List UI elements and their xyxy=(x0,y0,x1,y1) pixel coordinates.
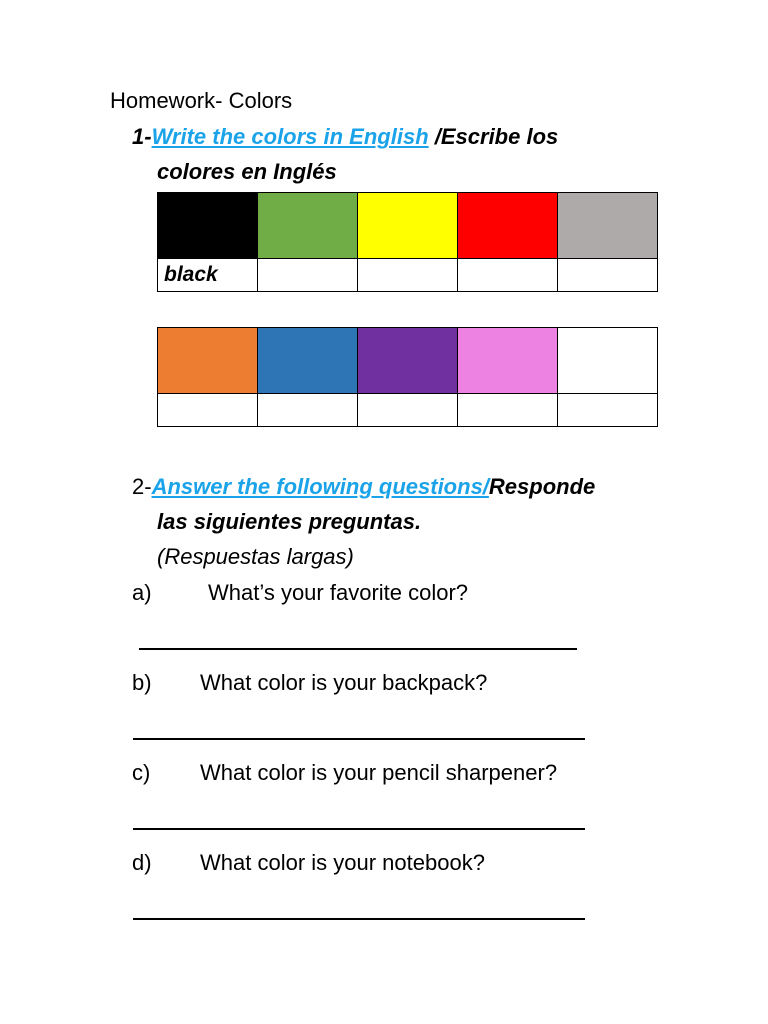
section2-heading-line2: las siguientes preguntas. xyxy=(157,509,422,534)
answer-cell[interactable] xyxy=(458,394,558,427)
answer-cell[interactable] xyxy=(558,259,658,292)
question-d xyxy=(132,850,485,876)
section1-english-instruction: Write the colors in English xyxy=(151,124,429,149)
color-table-2 xyxy=(157,327,658,427)
question-text: What color is your notebook? xyxy=(200,850,485,875)
color-swatch xyxy=(258,193,358,259)
color-swatch xyxy=(458,328,558,394)
answer-cell[interactable] xyxy=(258,394,358,427)
question-c xyxy=(132,760,557,786)
question-a xyxy=(132,580,468,606)
answer-cell[interactable] xyxy=(358,394,458,427)
question-text: What’s your favorite color? xyxy=(208,580,469,605)
section2-heading xyxy=(132,474,595,500)
page-title: Homework- Colors xyxy=(110,88,293,113)
answer-line-d[interactable] xyxy=(133,918,585,920)
answer-cell[interactable] xyxy=(458,259,558,292)
section1-spanish-instruction: /Escribe los xyxy=(428,124,559,149)
question-letter: d) xyxy=(132,850,152,875)
section1-heading-line2: colores en Inglés xyxy=(157,159,337,184)
color-swatch xyxy=(158,328,258,394)
color-swatch xyxy=(358,193,458,259)
section1-heading xyxy=(132,124,558,150)
question-letter: a) xyxy=(132,580,152,605)
answer-cell[interactable] xyxy=(158,394,258,427)
question-text: What color is your pencil sharpener? xyxy=(200,760,558,785)
color-swatch xyxy=(358,328,458,394)
answer-line-c[interactable] xyxy=(133,828,585,830)
answer-cell[interactable]: black xyxy=(158,259,258,292)
section2-note: (Respuestas largas) xyxy=(157,544,354,569)
color-swatch xyxy=(158,193,258,259)
answer-cell[interactable] xyxy=(558,394,658,427)
question-letter: b) xyxy=(132,670,152,695)
question-b xyxy=(132,670,487,696)
answer-line-a[interactable] xyxy=(139,648,577,650)
color-swatch xyxy=(458,193,558,259)
answer-cell[interactable] xyxy=(258,259,358,292)
answer-cell[interactable] xyxy=(358,259,458,292)
section2-number: 2- xyxy=(132,474,152,499)
section2-spanish-instruction: Responde xyxy=(488,474,596,499)
color-table-1 xyxy=(157,192,658,292)
question-letter: c) xyxy=(132,760,151,785)
section2-english-instruction: Answer the following questions/ xyxy=(151,474,489,499)
color-swatch xyxy=(558,193,658,259)
section1-number: 1- xyxy=(132,124,152,149)
color-swatch xyxy=(258,328,358,394)
color-swatch xyxy=(558,328,658,394)
question-text: What color is your backpack? xyxy=(200,670,488,695)
answer-line-b[interactable] xyxy=(133,738,585,740)
